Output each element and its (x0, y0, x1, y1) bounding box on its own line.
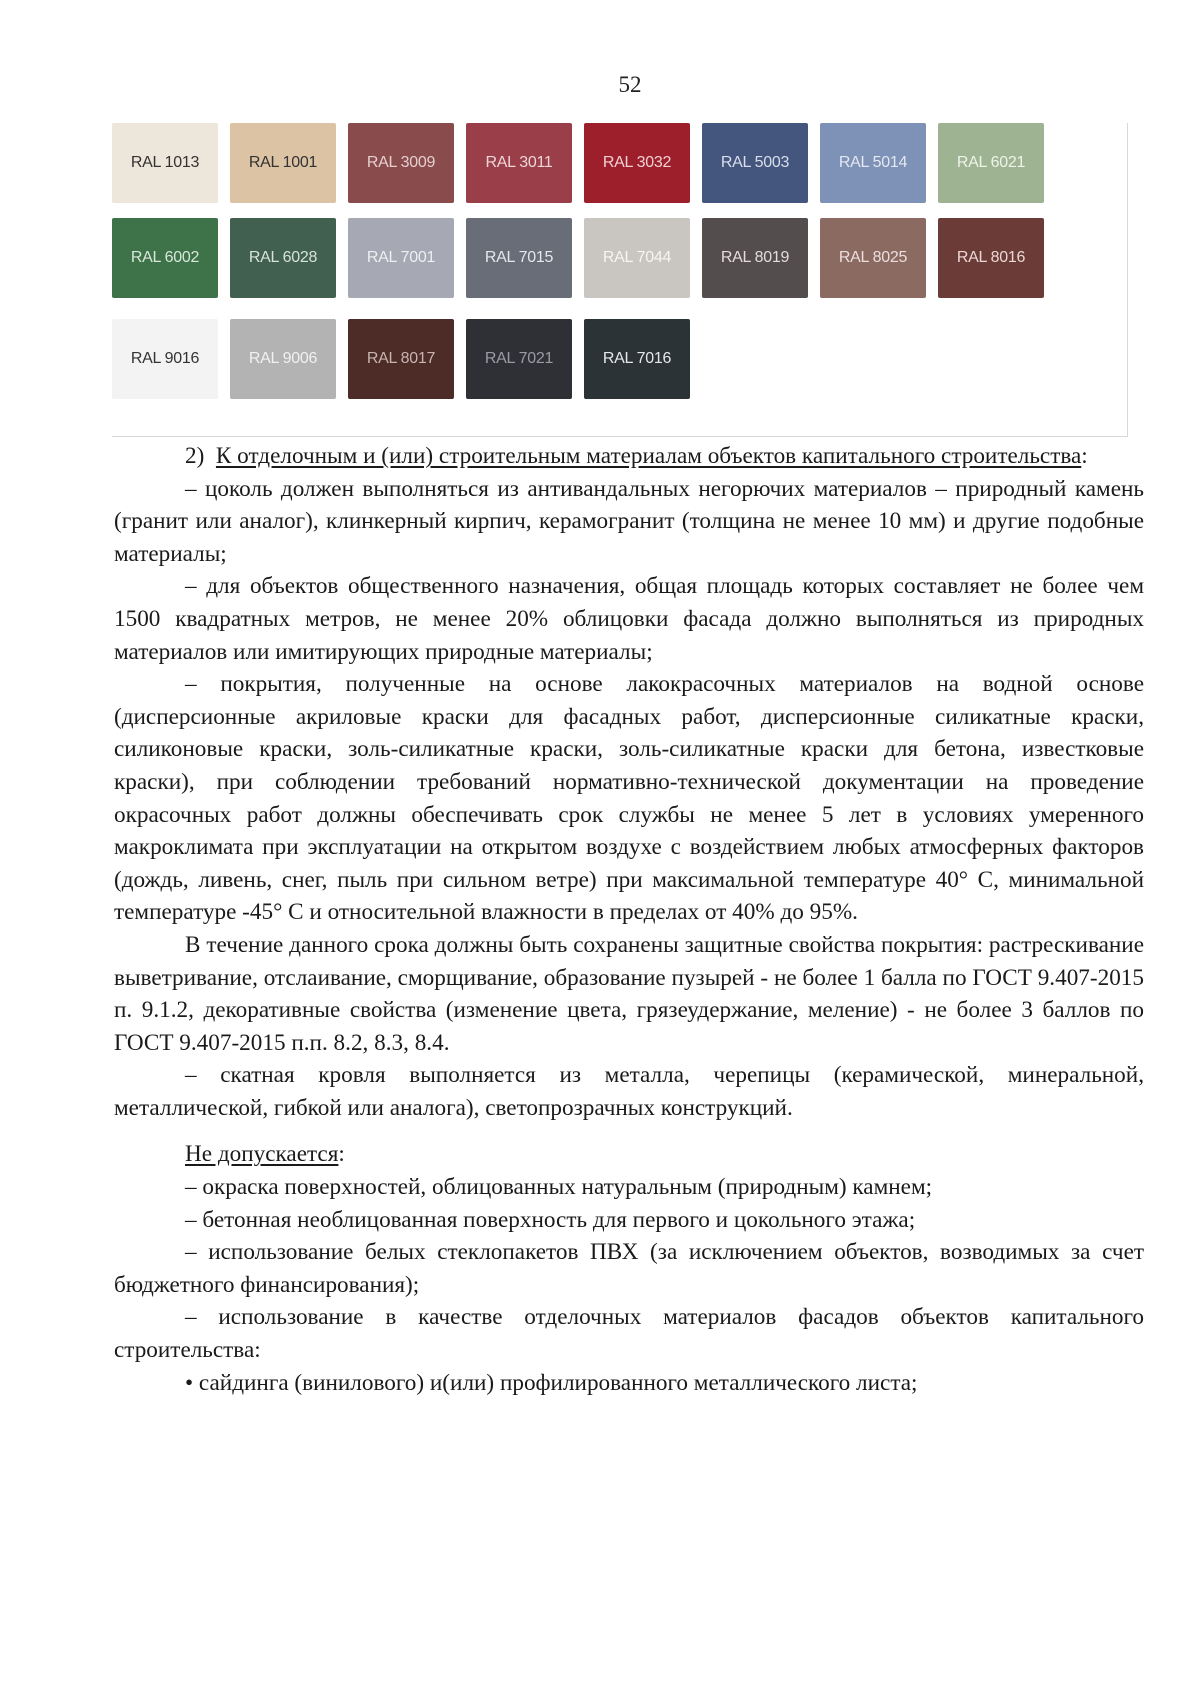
bullet-list-item (114, 1367, 1144, 1400)
section-heading: К отделочным и (или) строительным материалам объектов капитального строительства (215, 443, 1082, 469)
document-body (114, 440, 1144, 1399)
requirement-roof: – скатная кровля выполняется из металла, черепицы (керамической, минеральной, металлической, гибкой или аналога), светопрозрачных конструкций. (114, 1062, 1144, 1121)
ral-swatch-ral-3032: RAL 3032 (584, 123, 690, 203)
ral-swatch-ral-6021: RAL 6021 (938, 123, 1044, 203)
ral-swatch-ral-9006: RAL 9006 (230, 319, 336, 399)
bullet-text: сайдинга (винилового) и(или) профилированного металлического листа; (198, 1369, 918, 1396)
ral-swatch-ral-6028: RAL 6028 (230, 218, 336, 298)
ral-swatch-ral-8016: RAL 8016 (938, 218, 1044, 298)
section-2-heading-paragraph (114, 440, 1144, 473)
paragraph-term-properties: В течение данного срока должны быть сохранены защитные свойства покрытия: растрескивание выветривание, отслаивание, сморщивание, образование пузырей - не более 1 балла по ГОСТ 9.407-2015 п. 9.1.2, декоративные свойства (изменение цвета, грязеудержание, меление) - не более 3 баллов по ГОСТ 9.407-2015 п.п. 8.2, 8.3, 8.4. (114, 931, 1144, 1056)
not-allowed-item-finishing: – использование в качестве отделочных материалов фасадов объектов капитального строительства: (114, 1304, 1144, 1364)
ral-swatch-ral-7044: RAL 7044 (584, 218, 690, 298)
ral-swatch-ral-7021: RAL 7021 (466, 319, 572, 399)
ral-swatch-ral-1013: RAL 1013 (112, 123, 218, 203)
ral-swatch-ral-9016: RAL 9016 (112, 319, 218, 399)
bullet-icon: • (185, 1369, 194, 1396)
ral-swatch-ral-8017: RAL 8017 (348, 319, 454, 399)
heading-colon: : (1081, 443, 1088, 469)
ral-swatch-ral-5003: RAL 5003 (702, 123, 808, 203)
ral-swatch-ral-8019: RAL 8019 (702, 218, 808, 298)
not-allowed-colon: : (338, 1141, 345, 1168)
page-number: 52 (618, 72, 642, 97)
ral-swatch-ral-6002: RAL 6002 (112, 218, 218, 298)
not-allowed-heading: Не допускается (185, 1141, 339, 1168)
requirement-plinth: – цоколь должен выполняться из антивандальных негорючих материалов – природный камень (гранит или аналог), клинкерный кирпич, керамогранит (толщина не менее 10 мм) и другие подобные материалы; (114, 475, 1144, 567)
ral-swatch-ral-8025: RAL 8025 (820, 218, 926, 298)
ral-swatch-ral-7015: RAL 7015 (466, 218, 572, 298)
ral-swatch-ral-5014: RAL 5014 (820, 123, 926, 203)
requirement-public-facade: – для объектов общественного назначения, общая площадь которых составляет не более чем 1500 квадратных метров, не менее 20% облицовки фасада должно выполняться из природных материалов или имитирующих природные материалы; (114, 573, 1144, 665)
ral-swatch-ral-3009: RAL 3009 (348, 123, 454, 203)
ral-swatch-ral-1001: RAL 1001 (230, 123, 336, 203)
ral-swatch-ral-7016: RAL 7016 (584, 319, 690, 399)
not-allowed-item-pvc: – использование белых стеклопакетов ПВХ (за исключением объектов, возводимых за счет бюджетного финансирования); (114, 1239, 1144, 1298)
not-allowed-item-concrete: – бетонная необлицованная поверхность для первого и цокольного этажа; (185, 1206, 916, 1233)
ral-color-swatch-panel (112, 123, 1128, 437)
not-allowed-item-stone-paint: – окраска поверхностей, облицованных натуральным (природным) камнем; (185, 1174, 933, 1201)
section-number: 2) (185, 443, 205, 469)
ral-swatch-ral-3011: RAL 3011 (466, 123, 572, 203)
ral-swatch-ral-7001: RAL 7001 (348, 218, 454, 298)
not-allowed-heading-paragraph (114, 1138, 1144, 1171)
requirement-paint-coatings: – покрытия, полученные на основе лакокрасочных материалов на водной основе (дисперсионные акриловые краски для фасадных работ, дисперсионные силикатные краски, силиконовые краски, золь-силикатные краски, золь-силикатные краски для бетона, известковые краски), при соблюдении требований нормативно-технической документации на проведение окрасочных работ должны обеспечивать срок службы не менее 5 лет в условиях умеренного макроклимата при эксплуатации на открытом воздухе с воздействием любых атмосферных факторов (дождь, ливень, снег, пыль при сильном ветре) при максимальной температуре 40° С, минимальной температуре -45° С и относительной влажности в пределах от 40% до 95%. (114, 671, 1144, 926)
